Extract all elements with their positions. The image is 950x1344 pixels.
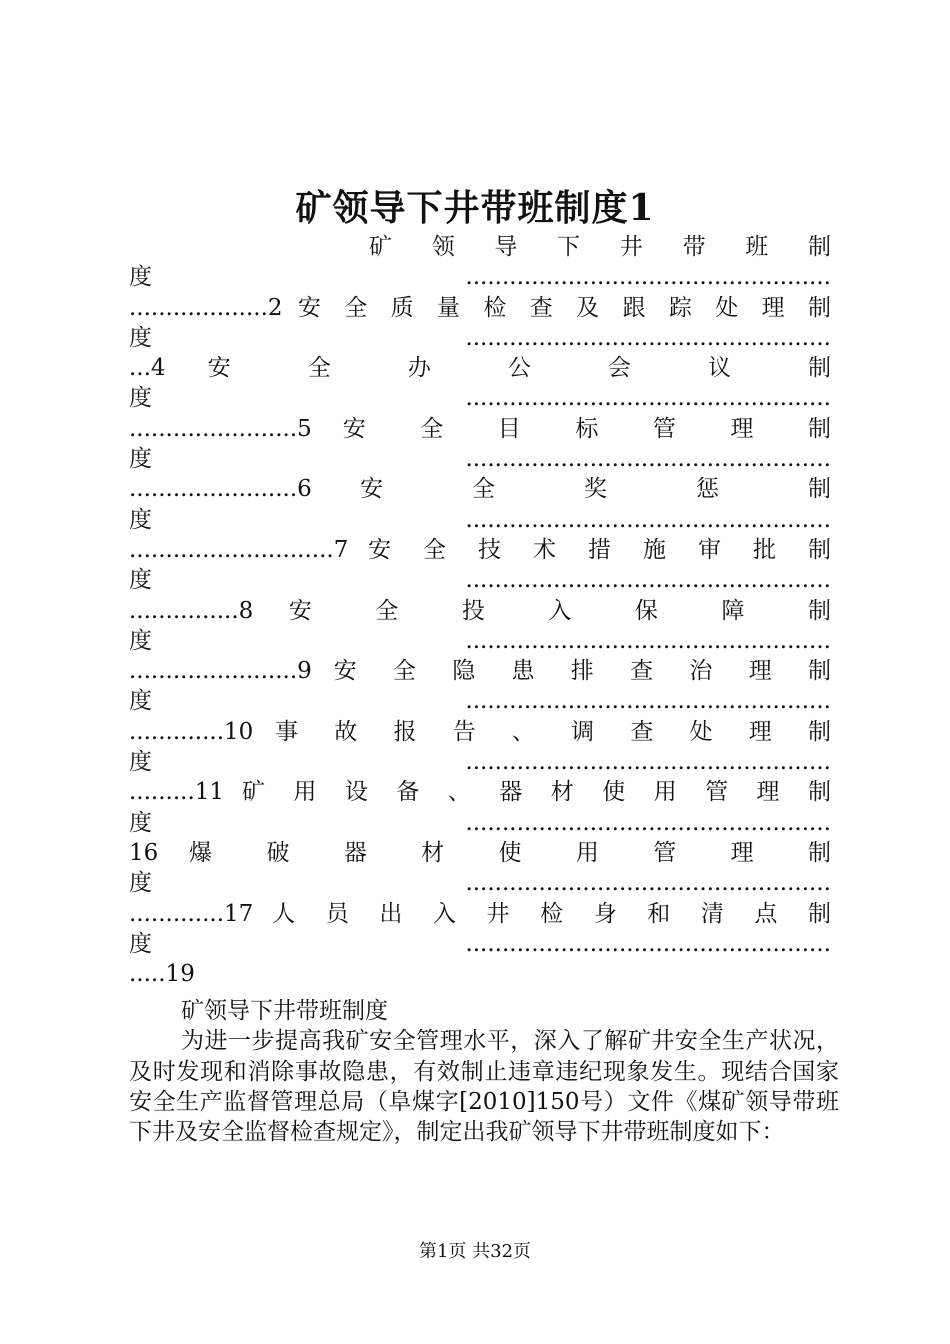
toc-line: .............17 人 员 出 入 井 检 身 和 清 点 制 (129, 900, 831, 927)
toc-line: ...............8 安 全 投 入 保 障 制 (129, 597, 831, 624)
toc-line: 度.................................................. (129, 567, 831, 594)
section-heading: 矿领导下井带班制度 (181, 998, 388, 1024)
document-body (129, 996, 839, 1147)
body-paragraph: 为进一步提高我矿安全管理水平，深入了解矿井安全生产状况，及时发现和消除事故隐患，有效制止违章违纪现象发生。现结合国家安全生产监督管理总局（阜煤字[2010]150号）文件《煤矿领导带班下井及安全监督检查规定》，制定出我矿领导下井带班制度如下： (129, 1028, 839, 1146)
toc-line: 度.................................................. (129, 264, 831, 291)
toc-line: ...4 安 全 办 公 会 议 制 (129, 355, 831, 382)
toc-line: ...................2 安 全 质 量 检 查 及 跟 踪 处 理 制 (129, 294, 831, 321)
toc-line: .........11 矿 用 设 备 、 器 材 使 用 管 理 制 (129, 779, 831, 806)
toc-line: 度.................................................. (129, 627, 831, 654)
toc-line: 度.................................................. (129, 324, 831, 351)
toc-line: 度.................................................. (129, 930, 831, 957)
toc-line: 16 爆 破 器 材 使 用 管 理 制 (129, 839, 831, 866)
toc-line: 度.................................................. (129, 749, 831, 776)
toc-line: 度.................................................. (129, 688, 831, 715)
toc-line: .......................9 安 全 隐 患 排 查 治 理 制 (129, 658, 831, 685)
toc-line: 度.................................................. (129, 506, 831, 533)
toc-line: 度.................................................. (129, 870, 831, 897)
toc-line: .......................6 安 全 奖 惩 制 (129, 476, 831, 503)
toc-line: .....19 (129, 961, 195, 988)
toc-line: 矿 领 导 下 井 带 班 制 (369, 234, 831, 260)
table-of-contents (129, 232, 831, 989)
toc-line: ............................7 安 全 技 术 措 施 审 批 制 (129, 536, 831, 563)
toc-line: .......................5 安 全 目 标 管 理 制 (129, 415, 831, 442)
toc-line: 度.................................................. (129, 809, 831, 836)
toc-line: 度.................................................. (129, 446, 831, 473)
page-footer: 第1页 共32页 (418, 1241, 532, 1262)
toc-line: 度.................................................. (129, 385, 831, 412)
document-title: 矿领导下井带班制度1 (295, 187, 655, 229)
toc-line: .............10 事 故 报 告 、 调 查 处 理 制 (129, 718, 831, 745)
